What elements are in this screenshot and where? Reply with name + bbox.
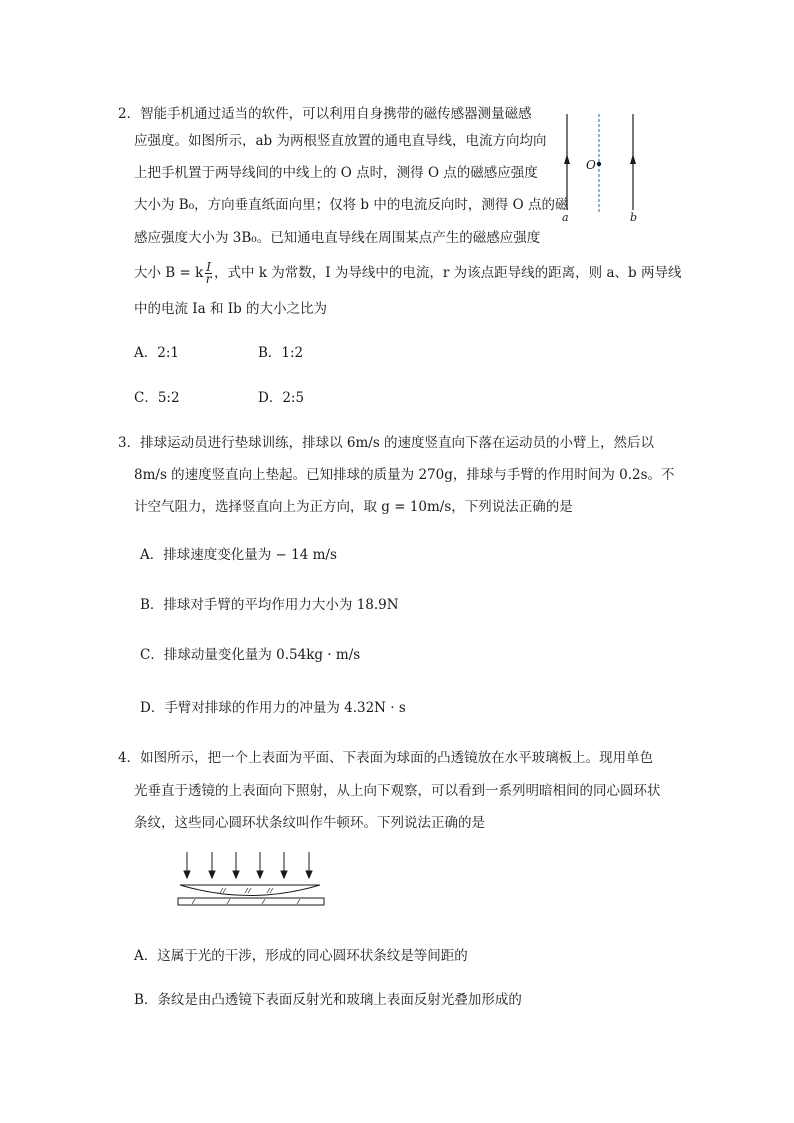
q2-number: 2． bbox=[118, 106, 141, 122]
label-o: O bbox=[586, 158, 596, 172]
q2-line-1: 2．智能手机通过适当的软件，可以利用自身携带的磁传感器测量磁感 bbox=[118, 106, 532, 122]
q3-option-c: C．排球动量变化量为 0.54kg · m/s bbox=[140, 647, 361, 663]
q4-line-2: 光垂直于透镜的上表面向下照射，从上向下观察，可以看到一系列明暗相间的同心圆环状 bbox=[134, 783, 661, 799]
q2-option-b: B．1:2 bbox=[258, 345, 304, 361]
q3-line-3: 计空气阻力，选择竖直向上为正方向，取 g = 10m/s，下列说法正确的是 bbox=[134, 499, 573, 515]
q2-option-d: D．2:5 bbox=[258, 390, 305, 406]
wire-b-arrow-icon bbox=[630, 154, 636, 164]
q2-wire-figure bbox=[552, 110, 652, 228]
newton-rings-figure bbox=[172, 848, 332, 910]
q2-line-6: 大小 B = k $\frac{I}{r}$ ，式中 k 为常数，I 为导线中的电流，r 为该点距导线的距离，则 a、b 两导线 bbox=[134, 260, 682, 286]
q2-line-7: 中的电流 Ia 和 Ib 的大小之比为 bbox=[134, 301, 328, 317]
q2-line-3: 上把手机置于两导线间的中线上的 O 点时，测得 O 点的磁感应强度 bbox=[134, 165, 538, 181]
light-arrows bbox=[184, 852, 312, 878]
q3-line-2: 8m/s 的速度竖直向上垫起。已知排球的质量为 270g，排球与手臂的作用时间为 0.2s。不 bbox=[134, 467, 675, 483]
point-o bbox=[597, 162, 601, 166]
q2-option-c: C．5:2 bbox=[134, 390, 180, 406]
q4-option-a: A．这属于光的干涉，形成的同心圆环状条纹是等间距的 bbox=[134, 948, 468, 964]
q2-line-4: 大小为 B₀，方向垂直纸面向里；仅将 b 中的电流反向时，测得 O 点的磁 bbox=[134, 197, 569, 213]
q2-line-5: 感应强度大小为 3B₀。已知通电直导线在周围某点产生的磁感应强度 bbox=[134, 230, 541, 246]
wire-a-arrow-icon bbox=[564, 154, 570, 164]
q2-line-2: 应强度。如图所示，ab 为两根竖直放置的通电直导线，电流方向均向 bbox=[134, 133, 547, 149]
q3-option-d: D．手臂对排球的作用力的冲量为 4.32N · s bbox=[140, 700, 406, 716]
q4-line-1: 4．如图所示，把一个上表面为平面、下表面为球面的凸透镜放在水平玻璃板上。现用单色 bbox=[118, 750, 654, 766]
q3-option-b: B．排球对手臂的平均作用力大小为 18.9N bbox=[140, 597, 399, 613]
label-b: b bbox=[630, 211, 638, 224]
q4-option-b: B．条纹是由凸透镜下表面反射光和玻璃上表面反射光叠加形成的 bbox=[134, 992, 522, 1008]
q4-number: 4． bbox=[118, 750, 141, 766]
formula-fraction: $\frac{I}{r}$ bbox=[205, 260, 212, 286]
q3-line-1: 3．排球运动员进行垫球训练，排球以 6m/s 的速度竖直向下落在运动员的小臂上，然后以 bbox=[118, 435, 655, 451]
q3-number: 3． bbox=[118, 435, 141, 451]
q4-line-3: 条纹，这些同心圆环状条纹叫作牛顿环。下列说法正确的是 bbox=[134, 815, 485, 831]
label-a: a bbox=[562, 211, 569, 224]
q3-option-a: A．排球速度变化量为 − 14 m/s bbox=[140, 547, 337, 563]
q2-option-a: A．2:1 bbox=[134, 345, 179, 361]
glass-plate bbox=[178, 898, 324, 905]
